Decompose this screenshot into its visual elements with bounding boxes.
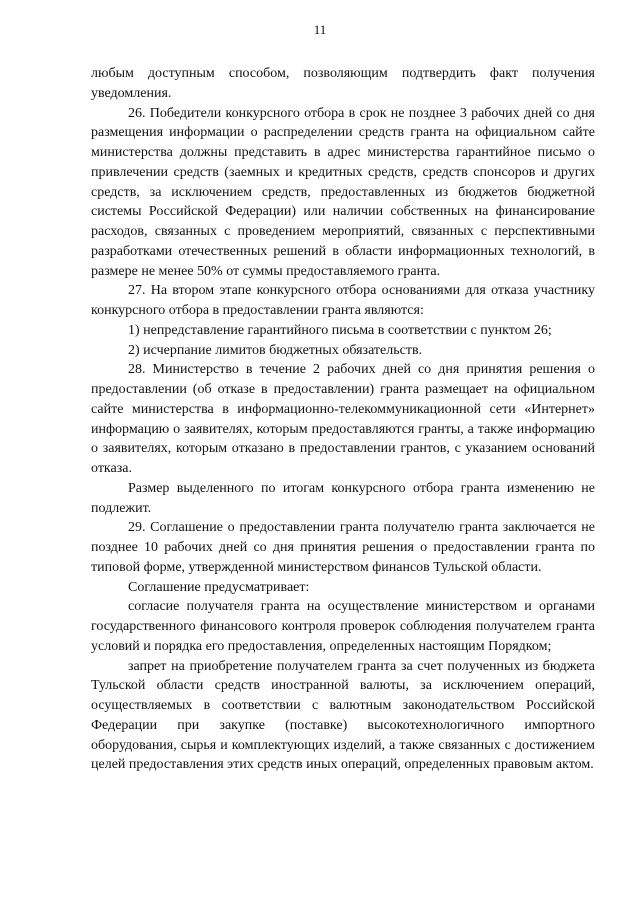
document-body bbox=[91, 64, 595, 775]
paragraph-subitem-2: 2) исчерпание лимитов бюджетных обязательств. bbox=[128, 342, 423, 358]
paragraph-agreement-consent: согласие получателя гранта на осуществление министерством и органами государственного финансового контроля проверок соблюдения получателем гранта условий и порядка его предоставления, определенных настоящим Порядком; bbox=[91, 599, 595, 654]
paragraph-agreement-intro: Соглашение предусматривает: bbox=[128, 579, 310, 595]
paragraph-item-29: 29. Соглашение о предоставлении гранта получателю гранта заключается не позднее 10 рабочих дней со дня принятия решения о предоставлении гранта по типовой форме, утвержденной министерством финансов Тульской области. bbox=[91, 520, 595, 575]
paragraph-agreement-prohibition: запрет на приобретение получателем гранта за счет полученных из бюджета Тульской области средств иностранной валюты, за исключением операций, осуществляемых в соответствии с валютным законодательством Российской Федерации при закупке (поставке) высокотехнологичного импортного оборудования, сырья и комплектующих изделий, а также связанных с достижением целей предоставления этих средств иных операций, определенных правовым актом. bbox=[91, 658, 595, 773]
paragraph-item-26: 26. Победители конкурсного отбора в срок не позднее 3 рабочих дней со дня размещения информации о распределении средств гранта на официальном сайте министерства должны представить в адрес министерства гарантийное письмо о привлечении средств (заемных и кредитных средств, средств спонсоров и других средств, за исключением средств, предоставленных из бюджетов бюджетной системы Российской Федерации) или наличии собственных на финансирование расходов, связанных с проведением мероприятий, связанных с перспективными разработками отечественных решений в области информационных технологий, в размере не менее 50% от суммы предоставляемого гранта. bbox=[91, 105, 595, 279]
paragraph-continuation: любым доступным способом, позволяющим подтвердить факт получения уведомления. bbox=[91, 66, 595, 101]
paragraph-item-28: 28. Министерство в течение 2 рабочих дней со дня принятия решения о предоставлении (об отказе в предоставлении) гранта размещает на официальном сайте министерства в информационно-телекоммуникационной сети «Интернет» информацию о заявителях, которым предоставляются гранты, а также информацию о заявителях, которым отказано в предоставлении грантов, с указанием оснований отказа. bbox=[91, 362, 595, 476]
paragraph-subitem-1: 1) непредставление гарантийного письма в соответствии с пунктом 26; bbox=[128, 322, 552, 338]
paragraph-item-27: 27. На втором этапе конкурсного отбора основаниями для отказа участнику конкурсного отбора в предоставлении гранта являются: bbox=[91, 283, 595, 318]
paragraph-grant-size: Размер выделенного по итогам конкурсного отбора гранта изменению не подлежит. bbox=[91, 480, 595, 516]
page-number: 11 bbox=[313, 22, 327, 37]
